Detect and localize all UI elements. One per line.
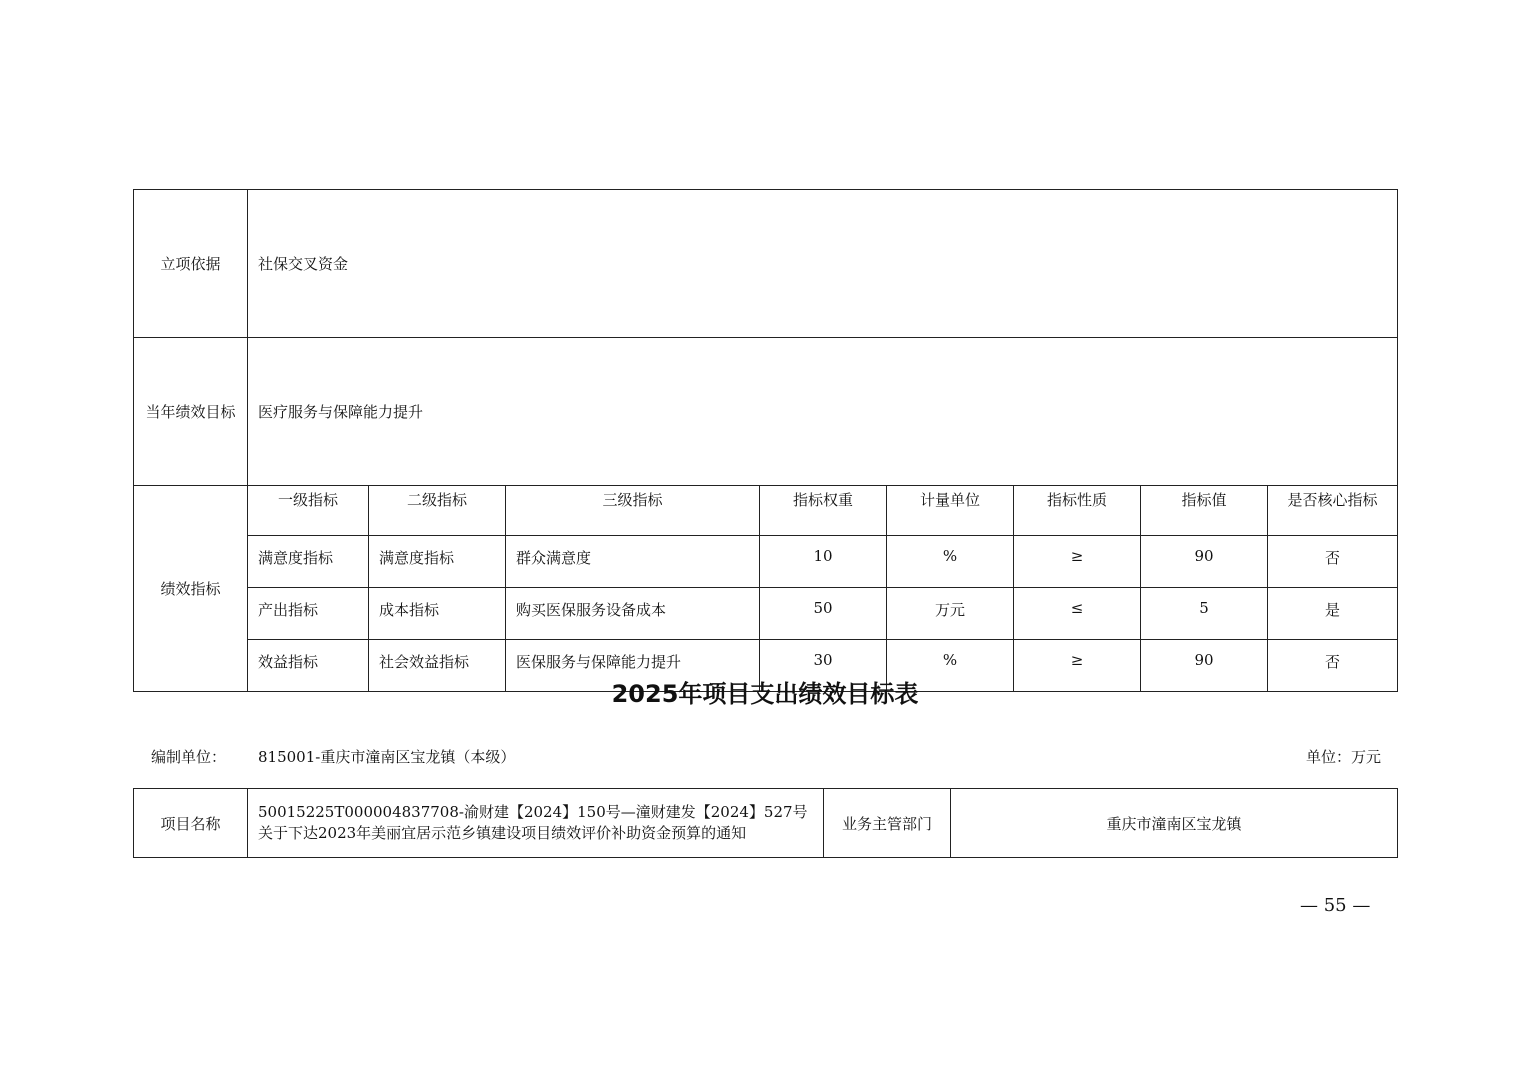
dept-label: 业务主管部门 (824, 789, 951, 858)
goal-value: 医疗服务与保障能力提升 (248, 338, 1398, 486)
org-label: 编制单位： (151, 748, 227, 766)
unit-label: 单位：万元 (1306, 748, 1382, 766)
table-row (134, 588, 1398, 640)
header-cell: 指标值 (1141, 486, 1268, 536)
performance-table (133, 189, 1398, 692)
table-cell: 90 (1141, 640, 1268, 692)
project-name-value: 50015225T000004837708-渝财建【2024】150号—潼财建发【2024】527号关于下达2023年美丽宜居示范乡镇建设项目绩效评价补助资金预算的通知 (248, 789, 824, 858)
page-number: — 55 — (1300, 895, 1371, 916)
header-cell: 是否核心指标 (1268, 486, 1398, 536)
dept-value: 重庆市潼南区宝龙镇 (951, 789, 1398, 858)
project-table (133, 788, 1398, 858)
header-cell: 指标权重 (760, 486, 887, 536)
page-title: 2025年项目支出绩效目标表 (611, 680, 919, 708)
project-name-label: 项目名称 (134, 789, 248, 858)
table-cell: % (887, 640, 1014, 692)
table-cell: 否 (1268, 536, 1398, 588)
basis-label: 立项依据 (134, 190, 248, 338)
header-cell: 计量单位 (887, 486, 1014, 536)
table-cell: 产出指标 (248, 588, 369, 640)
table-cell: 否 (1268, 640, 1398, 692)
table-cell: 是 (1268, 588, 1398, 640)
table-row (134, 536, 1398, 588)
table-cell: 群众满意度 (506, 536, 760, 588)
table-cell: 5 (1141, 588, 1268, 640)
table-cell: 购买医保服务设备成本 (506, 588, 760, 640)
table-cell: 满意度指标 (248, 536, 369, 588)
org-value: 815001-重庆市潼南区宝龙镇（本级） (258, 748, 516, 766)
table-cell: 医保服务与保障能力提升 (506, 640, 760, 692)
table-cell: 效益指标 (248, 640, 369, 692)
table-cell: ≤ (1014, 588, 1141, 640)
table-cell: ≥ (1014, 640, 1141, 692)
table-cell: 社会效益指标 (369, 640, 506, 692)
table-cell: 万元 (887, 588, 1014, 640)
header-cell: 指标性质 (1014, 486, 1141, 536)
table-cell: 满意度指标 (369, 536, 506, 588)
table-cell: 成本指标 (369, 588, 506, 640)
header-cell: 二级指标 (369, 486, 506, 536)
table-cell: ≥ (1014, 536, 1141, 588)
indicators-label: 绩效指标 (134, 486, 248, 692)
table-cell: 90 (1141, 536, 1268, 588)
table-cell: 10 (760, 536, 887, 588)
goal-label: 当年绩效目标 (134, 338, 248, 486)
indicator-header-row (134, 486, 1398, 536)
table-cell: 50 (760, 588, 887, 640)
header-cell: 三级指标 (506, 486, 760, 536)
table-cell: % (887, 536, 1014, 588)
basis-value: 社保交叉资金 (248, 190, 1398, 338)
header-cell: 一级指标 (248, 486, 369, 536)
table-cell: 30 (760, 640, 887, 692)
